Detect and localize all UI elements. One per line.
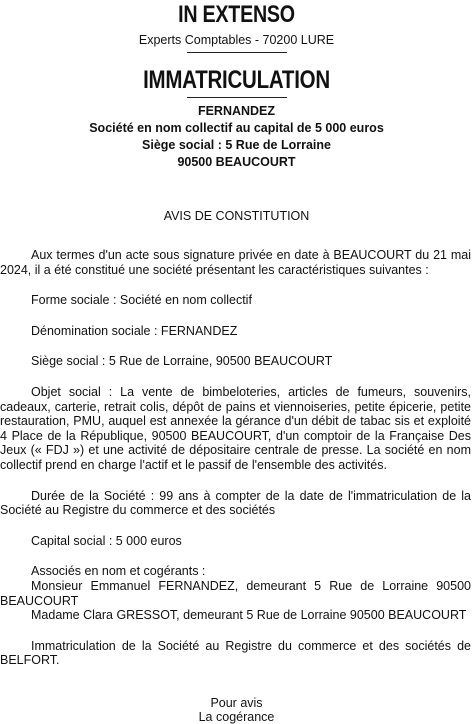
objet-social: Objet social : La vente de bimbeloteries, articles de fumeurs, souvenirs, cadeaux, carterie, retrait colis, dépôt de pains et viennoiseries, petite épicerie, petite restauration, PMU, auquel est annexée la gérance d'un débit de tabac sis et exploité 4 Place de la République, 90500 BEAUCOURT, d'un comptoir de la Française Des Jeux (« FDJ ») et une activité de dépositaire centrale de presse. La société en nom collectif prend en charge l'actif et le passif de l'ensemble des activités. bbox=[0, 384, 471, 472]
associes-title: Associés en nom et cogérants : bbox=[31, 564, 206, 579]
siege-social: Siège social : 5 Rue de Lorraine, 90500 BEAUCOURT bbox=[31, 354, 333, 369]
signature-block bbox=[0, 696, 473, 724]
legal-notice-page bbox=[0, 2, 473, 723]
divider bbox=[187, 97, 287, 98]
company-capital: Société en nom collectif au capital de 5 000 euros bbox=[89, 121, 384, 135]
signature-line1: Pour avis bbox=[210, 695, 263, 710]
signature-line2: La cogérance bbox=[198, 709, 275, 724]
company-city: 90500 BEAUCOURT bbox=[177, 155, 296, 169]
intro-paragraph: Aux termes d'un acte sous signature privée en date à BEAUCOURT du 21 mai 2024, il a été constitué une société présentant les caractéristiques suivantes : bbox=[0, 248, 471, 277]
firm-subtitle: Experts Comptables - 70200 LURE bbox=[138, 33, 335, 47]
notice-title: IMMATRICULATION bbox=[143, 66, 330, 94]
associate-item: Madame Clara GRESSOT, demeurant 5 Rue de Lorraine 90500 BEAUCOURT bbox=[31, 608, 467, 623]
denomination-sociale: Dénomination sociale : FERNANDEZ bbox=[31, 323, 238, 338]
company-name: FERNANDEZ bbox=[197, 104, 276, 118]
notice-body bbox=[0, 248, 473, 668]
duree-societe: Durée de la Société : 99 ans à compter de la date de l'immatriculation de la Société au Registre du commerce et des sociétés bbox=[0, 488, 471, 518]
firm-name: IN EXTENSO bbox=[178, 1, 295, 28]
capital-social: Capital social : 5 000 euros bbox=[31, 533, 182, 548]
divider bbox=[187, 52, 287, 53]
section-title: AVIS DE CONSTITUTION bbox=[163, 209, 310, 223]
forme-sociale: Forme sociale : Société en nom collectif bbox=[31, 293, 252, 308]
company-seat: Siège social : 5 Rue de Lorraine bbox=[142, 138, 331, 152]
associate-item: Monsieur Emmanuel FERNANDEZ, demeurant 5 Rue de Lorraine 90500 BEAUCOURT bbox=[0, 578, 471, 608]
immatriculation-paragraph: Immatriculation de la Société au Registre du commerce et des sociétés de BELFORT. bbox=[0, 638, 471, 668]
